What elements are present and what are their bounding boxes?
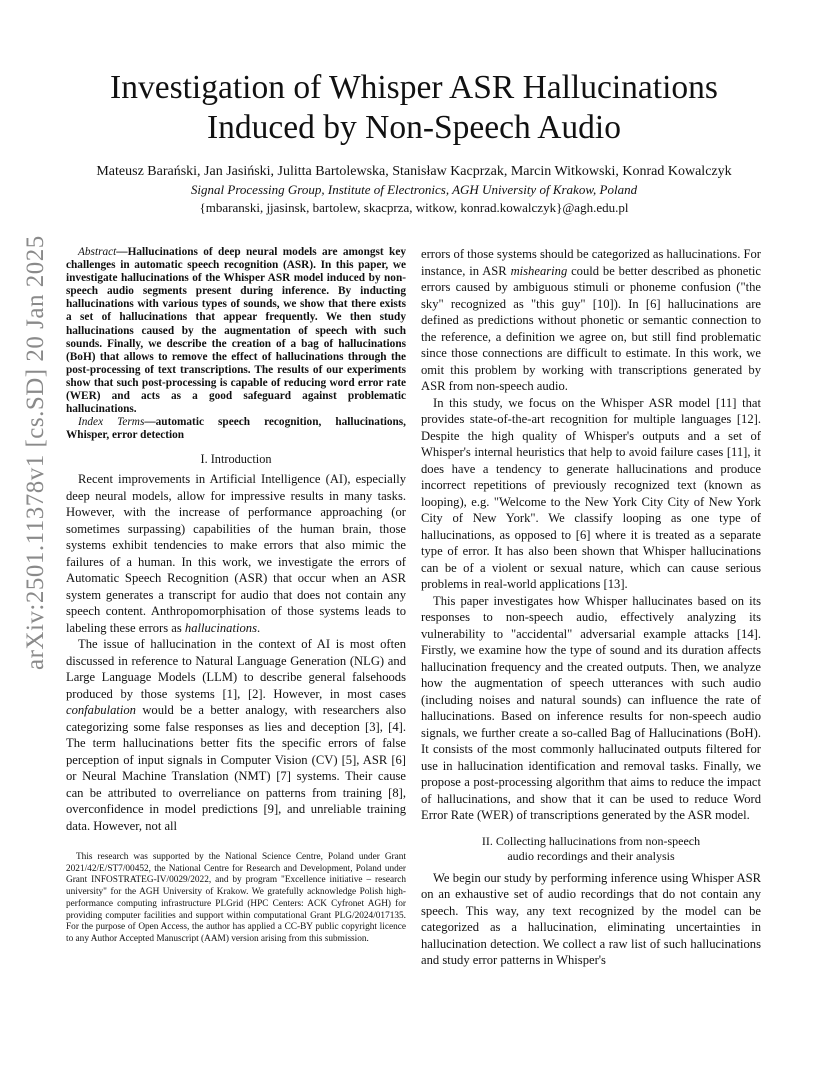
index-terms-label: Index Terms [78,416,145,429]
abstract [66,246,406,416]
left-column [66,246,406,834]
title-line-1: Investigation of Whisper ASR Hallucinations [110,69,718,106]
text-run: errors of those systems should be categorized as hallucinations. For instance, in ASR [421,247,761,278]
section-heading-collecting-hallucinations [421,834,761,864]
section-heading-introduction: I. Introduction [200,452,272,467]
title-line-2: Induced by Non-Speech Audio [206,109,621,146]
intro-paragraph-1 [66,471,406,636]
right-column [421,246,761,969]
text-run: The issue of hallucination in the context of AI is most often discussed in reference to Natural Language Generation (NLG) and Large Language Models (LLM) to describe general falsehoods produced by those systems [1], [2]. However, in most cases [66,637,406,701]
emphasis: hallucinations [184,620,257,635]
right-paragraph-1 [421,246,761,395]
emphasis: mishearing [510,263,568,278]
text-run: could be better described as phonetic errors caused by ambiguous stimuli or phoneme confusion ("the sky" recognized as "this guy" [10]). In [6] hallucinations are defined as predictions without phonetic or semantic connection to the reference, a definition we agree on, but still find problematic since those connections are difficult to estimate. In this work, we omit this problem by working with transcriptions generated by ASR from non-speech audio. [421,263,761,393]
right-paragraph-3: This paper investigates how Whisper hallucinates based on its responses to non-speech audio, effectively analyzing its vulnerability to "accidental" adversarial example attacks [14]. Firstly, we examine how the type of sound and its duration affects hallucination frequency and the created outputs. Then, we analyze how the augmentation of speech utterances with such audio (including noises and natural sounds) can influence the rate of hallucinations. Based on inference results for non-speech audio signals, we further create a so-called Bag of Hallucinations (BoH). It consists of the most commonly hallucinated outputs filtered for use in hallucination identification and removal tasks. Finally, we propose a post-processing algorithm that aims to reduce the impact of hallucinations, and show that it can be used to reduce Word Error Rate (WER) of transcriptions generated by the ASR model. [421,593,761,822]
emphasis: confabulation [66,703,136,718]
paper-title [60,68,768,148]
affiliation: Signal Processing Group, Institute of Electronics, AGH University of Krakow, Poland [190,182,638,197]
abstract-text: —Hallucinations of deep neural models are amongst key challenges in automatic speech recognition (ASR). In this paper, we investigate hallucinations of the Whisper ASR model induced by non-speech audio segments present during inference. By inducting hallucinations with various types of sounds, we show that there exists a set of hallucinations that appear frequently. We then study hallucinations caused by the augmentation of speech with such sounds. Finally, we describe the creation of a bag of hallucinations (BoH) that allows to remove the effect of hallucinations through the post-processing of text transcriptions. The results of our experiments show that such post-processing is capable of reducing word error rate (WER) and acts as a good safeguard against problematic hallucinations. [66,246,406,416]
text-run: . [256,620,261,635]
author-list: Mateusz Barański, Jan Jasiński, Julitta Bartolewska, Stanisław Kacprzak, Marcin Witkowski, Konrad Kowalczyk [96,164,732,179]
section2-title-line-2: audio recordings and their analysis [507,848,675,863]
index-terms-text: —automatic speech recognition, hallucinations, Whisper, error detection [66,416,406,442]
text-run: Recent improvements in Artificial Intelligence (AI), especially deep neural models, allow for impressive results in many tasks. However, with the increase of performance approaching (or sometimes surpassing) capabilities of the human brain, those systems exhibit tendencies to make errors that also mimic the failures of a human. In this work, we investigate the errors of Automatic Speech Recognition (ASR) that occur when an ASR system generates a transcript for audio that does not contain any speech content. Anthropomorphisation of those systems leads to labeling these errors as [66,472,406,635]
section2-title-line-1: II. Collecting hallucinations from non-speech [481,833,701,848]
arxiv-identifier: arXiv:2501.11378v1 [cs.SD] 20 Jan 2025 [22,235,49,670]
right-paragraph-4: We begin our study by performing inference using Whisper ASR on an exhaustive set of audio recordings that do not contain any speech. This way, any text recognized by the model can be categorized as a hallucination, eliminating uncertainties in hallucination detection. We collect a raw list of such hallucinations and study error patterns in Whisper's [421,870,761,967]
intro-paragraph-2 [66,636,406,834]
text-run: would be a better analogy, with researchers also categorizing some false responses as lies and deception [3], [4]. The term hallucinations better fits the specific errors of false perception of input signals in Computer Vision (CV) [5], ASR [6] or Neural Machine Translation (NMT) [7] systems. Their cause can be attributed to overreliance on patterns from training [8], overconfidence in model predictions [9], and unreliable training data. However, not all [66,703,406,833]
abstract-label: Abstract [78,246,117,258]
funding-footnote: This research was supported by the National Science Centre, Poland under Grant 2021/42/E/ST7/00452, the National Centre for Research and Development, Poland under Grant INFOSTRATEG-IV/0029/2022, and by program "Excellence initiative – research university" for the AGH University of Krakow. We gratefully acknowledge Polish high-performance computing infrastructure PLGrid (HPC Centers: ACK Cyfronet AGH) for providing computer facilities and support within computational Grant PLG/2024/017135. For the purpose of Open Access, the author has applied a CC-BY public copyright licence to any Author Accepted Manuscript (AAM) version arising from this submission. [66,852,406,944]
index-terms [66,416,406,442]
right-paragraph-2: In this study, we focus on the Whisper ASR model [11] that provides state-of-the-art recognition for multiple languages [12]. Despite the high quality of Whisper's outputs and a set of Whisper's internal heuristics that help to avoid failure cases [11], it does have a tendency to generate hallucinations and produce incorrect repetitions of previously recognized text (known as looping), e.g. "Welcome to the New York City City of New York City of New York". We classify looping as one type of hallucinations, as opposed to [6] where it is treated as a separate type of error. It has also been shown that Whisper hallucinations can be of a violent or sexual nature, which can cause serious problems in real-world applications [13]. [421,395,761,591]
author-emails: {mbaranski, jjasinsk, bartolew, skacprza, witkow, konrad.kowalczyk}@agh.edu.pl [199,200,629,215]
